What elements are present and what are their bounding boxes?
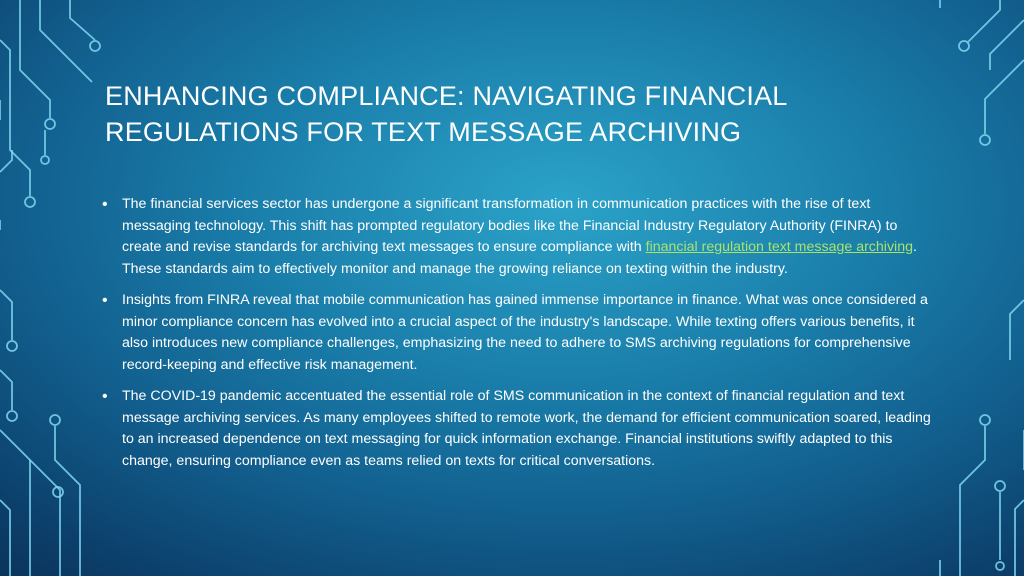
title-line-1: ENHANCING COMPLIANCE: NAVIGATING FINANCIAL xyxy=(105,81,788,111)
bullet-item-2 xyxy=(102,290,932,376)
bullet-text xyxy=(122,196,917,277)
slide-title xyxy=(105,78,905,150)
bullet-item-3 xyxy=(102,386,932,472)
bullet-item-1 xyxy=(102,194,932,280)
bullet-dot: • xyxy=(102,292,108,309)
bullet-dot: • xyxy=(102,196,108,213)
bullet-text-before-link: The financial services sector has undergone a significant transformation in communication practices with the rise of text messaging technology. This shift has prompted regulatory bodies like the Financial Industry Regulatory Authority (FINRA) to create and revise standards for archiving text messages to ensure compliance with xyxy=(122,196,898,255)
title-line-2: REGULATIONS FOR TEXT MESSAGE ARCHIVING xyxy=(105,117,742,147)
bullet-text-after-link: . These standards aim to effectively monitor and manage the growing reliance on texting within the industry. xyxy=(122,239,917,277)
bullet-list xyxy=(102,194,932,482)
bullet-dot: • xyxy=(102,388,108,405)
financial-regulation-link[interactable]: financial regulation text message archiving xyxy=(645,239,913,255)
bullet-text: Insights from FINRA reveal that mobile communication has gained immense importance in finance. What was once considered a minor compliance concern has evolved into a crucial aspect of the industry's landscape. While texting offers various benefits, it also introduces new compliance challenges, emphasizing the need to adhere to SMS archiving regulations for comprehensive record-keeping and effective risk management. xyxy=(122,292,928,373)
bullet-text: The COVID-19 pandemic accentuated the essential role of SMS communication in the context of financial regulation and text message archiving services. As many employees shifted to remote work, the demand for efficient communication soared, leading to an increased dependence on text messaging for quick information exchange. Financial institutions swiftly adapted to this change, ensuring compliance even as teams relied on texts for critical conversations. xyxy=(122,388,931,469)
